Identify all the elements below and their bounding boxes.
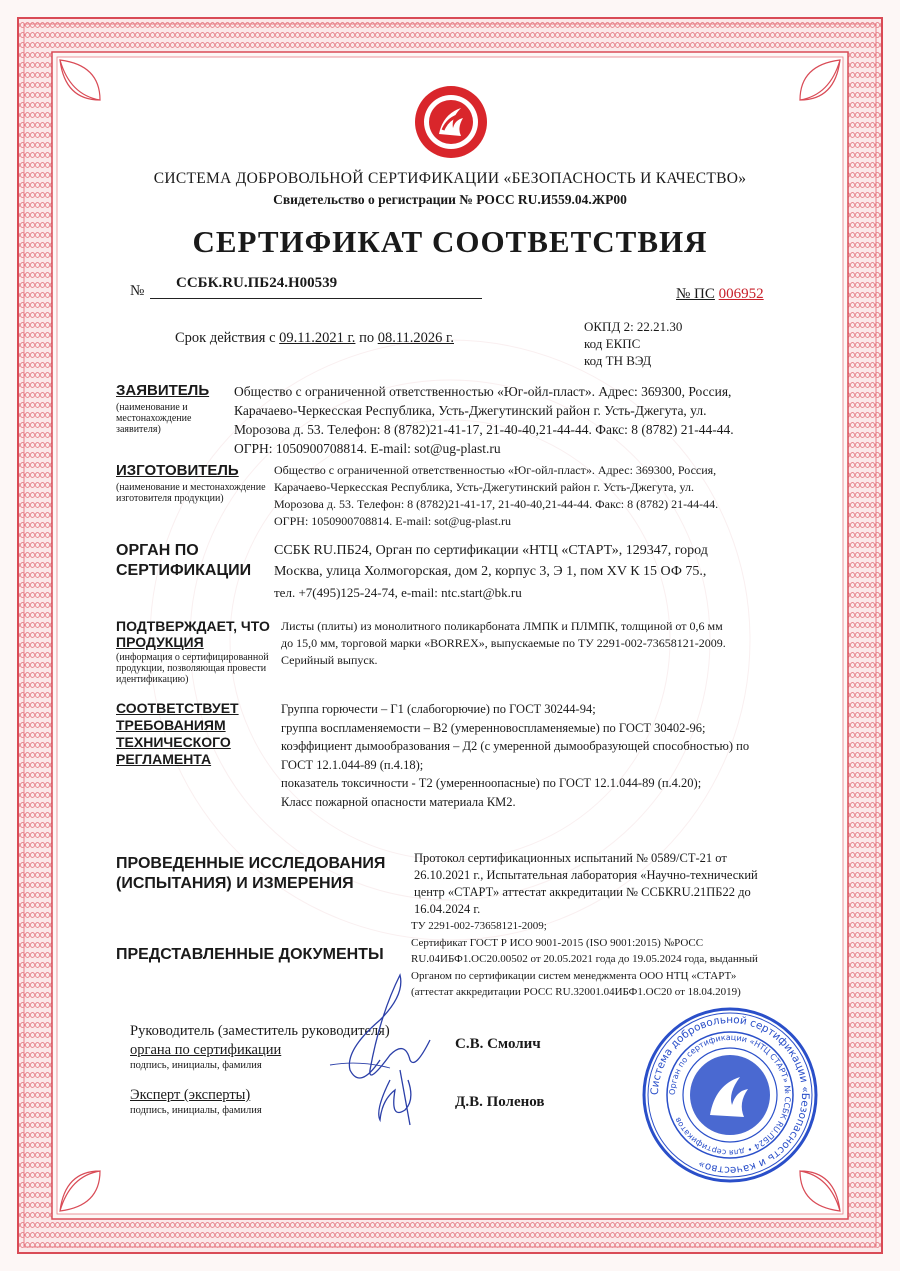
regulations-label-line: ТРЕБОВАНИЯМ (116, 717, 226, 733)
manufacturer-line: Морозова д. 53. Телефон: 8 (8782)21-41-17, 21-40-40,21-44-44. Факс: 8 (8782) 21-44-44. (274, 497, 719, 511)
product-line: Серийный выпуск. (281, 653, 378, 667)
regulations-label-line: СООТВЕТСТВУЕТ (116, 700, 239, 716)
regulations-label-line: РЕГЛАМЕНТА (116, 751, 212, 767)
applicant-line: Карачаево-Черкесская Республика, Усть-Джегутинский район г. Усть-Джегута, ул. (234, 403, 707, 418)
test-line: 26.10.2021 г., Испытательная лаборатория «Научно-технический (414, 868, 758, 882)
applicant-line: Морозова д. 53. Телефон: 8 (8782)21-41-17, 21-40-40,21-44-44. Факс: 8 (8782) 21-44-44. (234, 422, 734, 437)
product-label-2: ПРОДУКЦИЯ (116, 634, 204, 650)
documents-label: ПРЕДСТАВЛЕННЫЕ ДОКУМЕНТЫ (116, 946, 384, 963)
document-line: RU.04ИБФ1.ОС20.00502 от 20.05.2021 года до 19.05.2024 года, выданный (411, 953, 758, 965)
cert-body-line: Москва, улица Холмогорская, дом 2, корпус 3, Э 1, пом XV К 15 ОФ 75., (274, 564, 707, 579)
test-line: 16.04.2024 г. (414, 902, 481, 916)
validity-prefix: Срок действия с (175, 330, 276, 346)
manufacturer-details (274, 462, 839, 530)
handwritten-signatures (320, 960, 460, 1130)
manufacturer-line: Карачаево-Черкесская Республика, Усть-Джегутинский район г. Усть-Джегута, ул. (274, 480, 694, 494)
blank-number-value: 006952 (718, 286, 764, 302)
expert-name: Д.В. Поленов (455, 1094, 545, 1110)
cert-body-label-1: ОРГАН ПО (116, 542, 199, 559)
product-sublabel: (информация о сертифицированной продукции, позволяющая провести идентификацию) (116, 652, 269, 685)
product-line: до 15,0 мм, торговой марки «BORREX», выпускаемые по ТУ 2291-002-73658121-2009. (281, 636, 726, 650)
validity-period (175, 330, 454, 347)
applicant-details (234, 382, 834, 458)
regulation-line: Класс пожарной опасности материала КМ2. (281, 794, 516, 809)
head-sublabel: подпись, инициалы, фамилия (130, 1060, 262, 1071)
validity-middle: по (359, 330, 375, 346)
cert-body-line: тел. +7(495)125-24-74, e-mail: ntc.start@bk.ru (274, 585, 522, 600)
documents-details (411, 918, 831, 1001)
head-org: органа по сертификации (130, 1042, 282, 1058)
regulation-line: Группа горючести – Г1 (слабогорючие) по ГОСТ 30244-94; (281, 702, 596, 716)
applicant-sublabel: (наименование и местонахождение заявителя) (116, 402, 192, 435)
tests-details (414, 850, 794, 918)
product-line: Листы (плиты) из монолитного поликарбоната ЛМПК и ПЛМПК, толщиной от 0,6 мм (281, 619, 723, 633)
ekps-code: код ЕКПС (584, 336, 641, 351)
regulation-line: коэффициент дымообразования – Д2 (с умеренной дымообразующей способностью) по (281, 739, 750, 753)
validity-from: 09.11.2021 г. (279, 330, 356, 346)
registration-number: Свидетельство о регистрации № РОСС RU.И559.04.ЖР00 (273, 192, 627, 207)
manufacturer-label: ИЗГОТОВИТЕЛЬ (116, 462, 239, 479)
regulation-line: ГОСТ 12.1.044-89 (п.4.18); (281, 757, 424, 772)
document-line: Органом по сертификации систем менеджмента ООО НТЦ «СТАРТ» (411, 969, 737, 982)
certification-stamp (640, 1005, 820, 1185)
regulations-label (116, 700, 239, 768)
head-name: С.В. Смолич (455, 1036, 541, 1052)
blank-prefix: № ПС (676, 286, 715, 302)
manufacturer-sublabel: (наименование и местонахождение изготовителя продукции) (116, 482, 266, 504)
classification-codes (584, 318, 682, 369)
stamp-ring-text: Система добровольной сертификации «Безопасность и качество» (648, 1013, 812, 1177)
tests-label-2: (ИСПЫТАНИЯ) И ИЗМЕРЕНИЯ (116, 875, 354, 892)
product-label-1: ПОДТВЕРЖДАЕТ, ЧТО (116, 618, 270, 634)
cert-body-details (274, 540, 839, 603)
expert-sublabel: подпись, инициалы, фамилия (130, 1105, 262, 1116)
manufacturer-line: ОГРН: 1050900708814. E-mail: sot@ug-plast.ru (274, 514, 511, 528)
number-sign: № (130, 283, 145, 299)
head-title: Руководитель (заместитель руководителя) (130, 1023, 390, 1039)
product-details (281, 618, 841, 669)
test-line: центр «СТАРТ» аттестат аккредитации № ССБКRU.21ПБ22 до (414, 885, 751, 899)
regulations-label-line: ТЕХНИЧЕСКОГО (116, 734, 231, 750)
document-line: Сертификат ГОСТ Р ИСО 9001-2015 (ISO 9001:2015) №РОСС (411, 936, 704, 949)
system-name: СИСТЕМА ДОБРОВОЛЬНОЙ СЕРТИФИКАЦИИ «БЕЗОПАСНОСТЬ И КАЧЕСТВО» (153, 170, 747, 187)
certificate-number: ССБК.RU.ПБ24.Н00539 (176, 275, 338, 291)
okpd-code: ОКПД 2: 22.21.30 (584, 319, 683, 334)
cert-body-line: ССБК RU.ПБ24, Орган по сертификации «НТЦ «СТАРТ», 129347, город (274, 543, 708, 558)
document-line: ТУ 2291-002-73658121-2009; (411, 920, 547, 932)
certificate-number-underline (150, 298, 482, 299)
document-line: (аттестат аккредитации РОСС RU.32001.04ИБФ1.ОС20 от 18.04.2019) (411, 986, 741, 998)
certification-system-logo (413, 84, 489, 160)
stamp-inner-text: Орган по сертификации «НТЦ СТАРТ» № ССБК RU.ПБ24 • для сертификатов (667, 1032, 793, 1158)
regulation-line: показатель токсичности - Т2 (умеренноопасные) по ГОСТ 12.1.044-89 (п.4.20); (281, 776, 702, 790)
manufacturer-line: Общество с ограниченной ответственностью «Юг-ойл-пласт». Адрес: 369300, Россия, (274, 463, 717, 477)
blank-number (676, 286, 764, 303)
applicant-line: Общество с ограниченной ответственностью «Юг-ойл-пласт». Адрес: 369300, Россия, (234, 384, 732, 399)
expert-signature-label (130, 1086, 262, 1116)
applicant-label: ЗАЯВИТЕЛЬ (116, 382, 210, 399)
test-line: Протокол сертификационных испытаний № 0589/СТ-21 от (414, 851, 727, 865)
tests-label-1: ПРОВЕДЕННЫЕ ИССЛЕДОВАНИЯ (116, 855, 386, 872)
tnved-code: код ТН ВЭД (584, 353, 652, 368)
document-title: СЕРТИФИКАТ СООТВЕТСТВИЯ (192, 224, 708, 259)
applicant-line: ОГРН: 1050900708814. E-mail: sot@ug-plast.ru (234, 441, 501, 456)
expert-title: Эксперт (эксперты) (130, 1087, 251, 1103)
regulation-line: группа воспламеняемости – В2 (умеренновоспламеняемые) по ГОСТ 30402-96; (281, 720, 706, 735)
validity-to: 08.11.2026 г. (377, 330, 454, 346)
regulations-details (281, 700, 841, 811)
cert-body-label-2: СЕРТИФИКАЦИИ (116, 562, 252, 579)
